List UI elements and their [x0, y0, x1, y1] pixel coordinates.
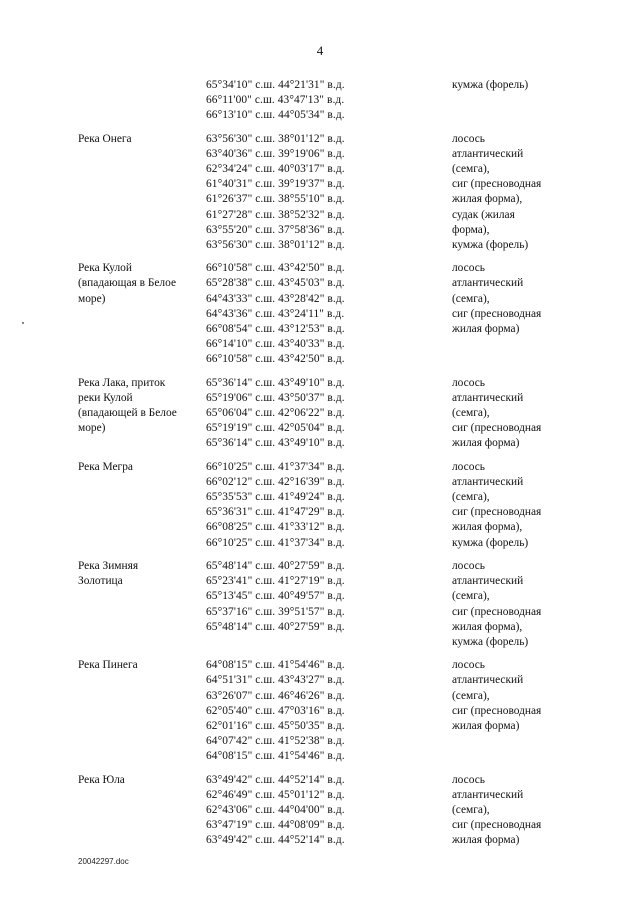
species-line: лосось — [452, 262, 485, 275]
coordinate-line: 63°40'36" с.ш. 39°19'06" в.д. — [206, 147, 345, 160]
coordinate-line: 64°08'15" с.ш. 41°54'46" в.д. — [206, 750, 345, 763]
river-row — [78, 78, 568, 124]
species-line: жилая форма), — [452, 620, 523, 633]
species-cell — [452, 460, 568, 551]
river-name-cell — [78, 559, 206, 589]
river-name-line: Река Зимняя — [78, 559, 139, 572]
coordinate-line: 65°28'38" с.ш. 43°45'03" в.д. — [206, 277, 345, 290]
coordinate-line: 63°49'42" с.ш. 44°52'14" в.д. — [206, 773, 345, 786]
coordinate-line: 61°27'28" с.ш. 38°52'32" в.д. — [206, 208, 345, 221]
river-name-line: Река Кулой — [78, 262, 132, 275]
species-line: атлантический — [452, 147, 524, 160]
coordinate-line: 66°10'25" с.ш. 41°37'34" в.д. — [206, 460, 345, 473]
river-name-line: море) — [78, 292, 106, 305]
species-line: сиг (пресноводная — [452, 307, 542, 320]
species-line: лосось — [452, 559, 485, 572]
coordinate-line: 65°13'45" с.ш. 40°49'57" в.д. — [206, 590, 345, 603]
species-line: жилая форма) — [452, 719, 520, 732]
coordinate-line: 61°26'37" с.ш. 38°55'10" в.д. — [206, 193, 345, 206]
coordinate-line: 65°19'19" с.ш. 42°05'04" в.д. — [206, 422, 345, 435]
species-line: кумжа (форель) — [452, 79, 529, 91]
coordinate-line: 63°26'07" с.ш. 46°46'26" в.д. — [206, 689, 345, 702]
river-name-line: Река Лака, приток — [78, 376, 166, 389]
species-line: сиг (пресноводная — [452, 422, 542, 435]
river-table — [78, 78, 568, 849]
coordinate-line: 64°43'33" с.ш. 43°28'42" в.д. — [206, 292, 345, 305]
species-line: сиг (пресноводная — [452, 704, 542, 717]
species-line: сиг (пресноводная — [452, 178, 542, 191]
page-number: 4 — [316, 43, 324, 58]
coordinate-line: 66°10'58" с.ш. 43°42'50" в.д. — [206, 353, 345, 366]
coordinate-line: 66°08'54" с.ш. 43°12'53" в.д. — [206, 323, 345, 336]
river-row — [78, 658, 568, 764]
species-line: лосось — [452, 460, 485, 473]
species-line: лосось — [452, 132, 485, 145]
river-name-line: Река Пинега — [78, 659, 138, 672]
coordinates-cell — [206, 559, 452, 635]
coordinate-line: 65°34'10" с.ш. 44°21'31" в.д. — [206, 79, 345, 91]
coordinate-line: 64°43'36" с.ш. 43°24'11" в.д. — [206, 307, 345, 320]
coordinate-line: 63°47'19" с.ш. 44°08'09" в.д. — [206, 819, 345, 832]
river-name-cell — [78, 658, 206, 673]
margin-mark — [22, 322, 24, 324]
coordinate-line: 65°23'41" с.ш. 41°27'19" в.д. — [206, 575, 345, 588]
coordinate-line: 62°01'16" с.ш. 45°50'35" в.д. — [206, 719, 345, 732]
species-line: кумжа (форель) — [452, 239, 529, 252]
coordinate-line: 66°10'25" с.ш. 41°37'34" в.д. — [206, 536, 345, 549]
species-line: атлантический — [452, 391, 524, 404]
river-name-line: Река Мегра — [78, 460, 133, 473]
species-cell — [452, 559, 568, 650]
coordinate-line: 66°10'58" с.ш. 43°42'50" в.д. — [206, 262, 345, 275]
river-name-line: Золотица — [78, 575, 123, 588]
river-name-line: Река Юла — [78, 773, 125, 786]
coordinates-cell — [206, 376, 452, 452]
coordinate-line: 66°11'00" с.ш. 43°47'13" в.д. — [206, 94, 345, 107]
river-name-cell — [78, 376, 206, 437]
species-line: (семга), — [452, 689, 490, 702]
species-line: жилая форма) — [452, 834, 520, 847]
coordinate-line: 65°36'31" с.ш. 41°47'29" в.д. — [206, 506, 345, 519]
coordinate-line: 62°43'06" с.ш. 44°04'00" в.д. — [206, 803, 345, 816]
species-cell — [452, 376, 568, 452]
river-row — [78, 460, 568, 551]
species-line: жилая форма) — [452, 323, 520, 336]
species-line: лосось — [452, 659, 485, 672]
river-row — [78, 376, 568, 452]
coordinate-line: 61°40'31" с.ш. 39°19'37" в.д. — [206, 178, 345, 191]
river-name-cell — [78, 773, 206, 788]
species-line: (семга), — [452, 163, 490, 176]
species-line: (семга), — [452, 491, 490, 504]
species-line: сиг (пресноводная — [452, 605, 542, 618]
species-line: лосось — [452, 376, 485, 389]
coordinate-line: 63°56'30" с.ш. 38°01'12" в.д. — [206, 239, 345, 252]
species-line: атлантический — [452, 277, 524, 290]
coordinate-line: 65°19'06" с.ш. 43°50'37" в.д. — [206, 391, 345, 404]
species-cell — [452, 78, 568, 93]
coordinates-cell — [206, 773, 452, 849]
coordinate-line: 66°08'25" с.ш. 41°33'12" в.д. — [206, 521, 345, 534]
coordinate-line: 65°37'16" с.ш. 39°51'57" в.д. — [206, 605, 345, 618]
species-cell — [452, 261, 568, 337]
river-row — [78, 132, 568, 254]
river-name-line: реки Кулой — [78, 391, 133, 404]
coordinate-line: 65°35'53" с.ш. 41°49'24" в.д. — [206, 491, 345, 504]
species-line: атлантический — [452, 788, 524, 801]
species-line: (семга), — [452, 292, 490, 305]
species-line: кумжа (форель) — [452, 635, 529, 648]
species-cell — [452, 658, 568, 734]
species-line: лосось — [452, 773, 485, 786]
coordinate-line: 62°05'40" с.ш. 47°03'16" в.д. — [206, 704, 345, 717]
species-cell — [452, 773, 568, 849]
coordinate-line: 66°14'10" с.ш. 43°40'33" в.д. — [206, 338, 345, 351]
species-line: атлантический — [452, 475, 524, 488]
coordinates-cell — [206, 658, 452, 764]
species-line: форма), — [452, 223, 490, 236]
coordinate-line: 65°48'14" с.ш. 40°27'59" в.д. — [206, 559, 345, 572]
coordinate-line: 62°34'24" с.ш. 40°03'17" в.д. — [206, 163, 345, 176]
coordinate-line: 66°02'12" с.ш. 42°16'39" в.д. — [206, 475, 345, 488]
species-line: атлантический — [452, 575, 524, 588]
species-cell — [452, 132, 568, 254]
coordinate-line: 63°49'42" с.ш. 44°52'14" в.д. — [206, 834, 345, 847]
coordinate-line: 65°36'14" с.ш. 43°49'10" в.д. — [206, 376, 345, 389]
coordinate-line: 65°48'14" с.ш. 40°27'59" в.д. — [206, 620, 345, 633]
river-name-line: Река Онега — [78, 132, 132, 145]
coordinates-cell — [206, 78, 452, 124]
species-line: (семга), — [452, 803, 490, 816]
coordinates-cell — [206, 132, 452, 254]
coordinate-line: 64°51'31" с.ш. 43°43'27" в.д. — [206, 674, 345, 687]
coordinate-line: 64°07'42" с.ш. 41°52'38" в.д. — [206, 735, 345, 748]
river-name-cell — [78, 261, 206, 307]
species-line: (семга), — [452, 407, 490, 420]
coordinates-cell — [206, 460, 452, 551]
river-row — [78, 261, 568, 367]
species-line: жилая форма) — [452, 437, 520, 450]
coordinate-line: 63°56'30" с.ш. 38°01'12" в.д. — [206, 132, 345, 145]
river-name-cell — [78, 460, 206, 475]
coordinate-line: 66°13'10" с.ш. 44°05'34" в.д. — [206, 109, 345, 122]
species-line: атлантический — [452, 674, 524, 687]
species-line: судак (жилая — [452, 208, 515, 221]
river-row — [78, 559, 568, 650]
coordinate-line: 65°36'14" с.ш. 43°49'10" в.д. — [206, 437, 345, 450]
species-line: кумжа (форель) — [452, 536, 529, 549]
coordinate-line: 62°46'49" с.ш. 45°01'12" в.д. — [206, 788, 345, 801]
coordinates-cell — [206, 261, 452, 367]
coordinate-line: 64°08'15" с.ш. 41°54'46" в.д. — [206, 659, 345, 672]
river-name-cell — [78, 132, 206, 147]
river-name-line: (впадающая в Белое — [78, 277, 176, 290]
species-line: жилая форма), — [452, 521, 523, 534]
river-row — [78, 773, 568, 849]
coordinate-line: 63°55'20" с.ш. 37°58'36" в.д. — [206, 223, 345, 236]
species-line: (семга), — [452, 590, 490, 603]
coordinate-line: 65°06'04" с.ш. 42°06'22" в.д. — [206, 407, 345, 420]
river-name-line: море) — [78, 422, 106, 435]
species-line: жилая форма), — [452, 193, 523, 206]
species-line: сиг (пресноводная — [452, 506, 542, 519]
river-name-line: (впадающей в Белое — [78, 407, 177, 420]
document-filename: 20042297.doc — [78, 857, 129, 866]
species-line: сиг (пресноводная — [452, 819, 542, 832]
